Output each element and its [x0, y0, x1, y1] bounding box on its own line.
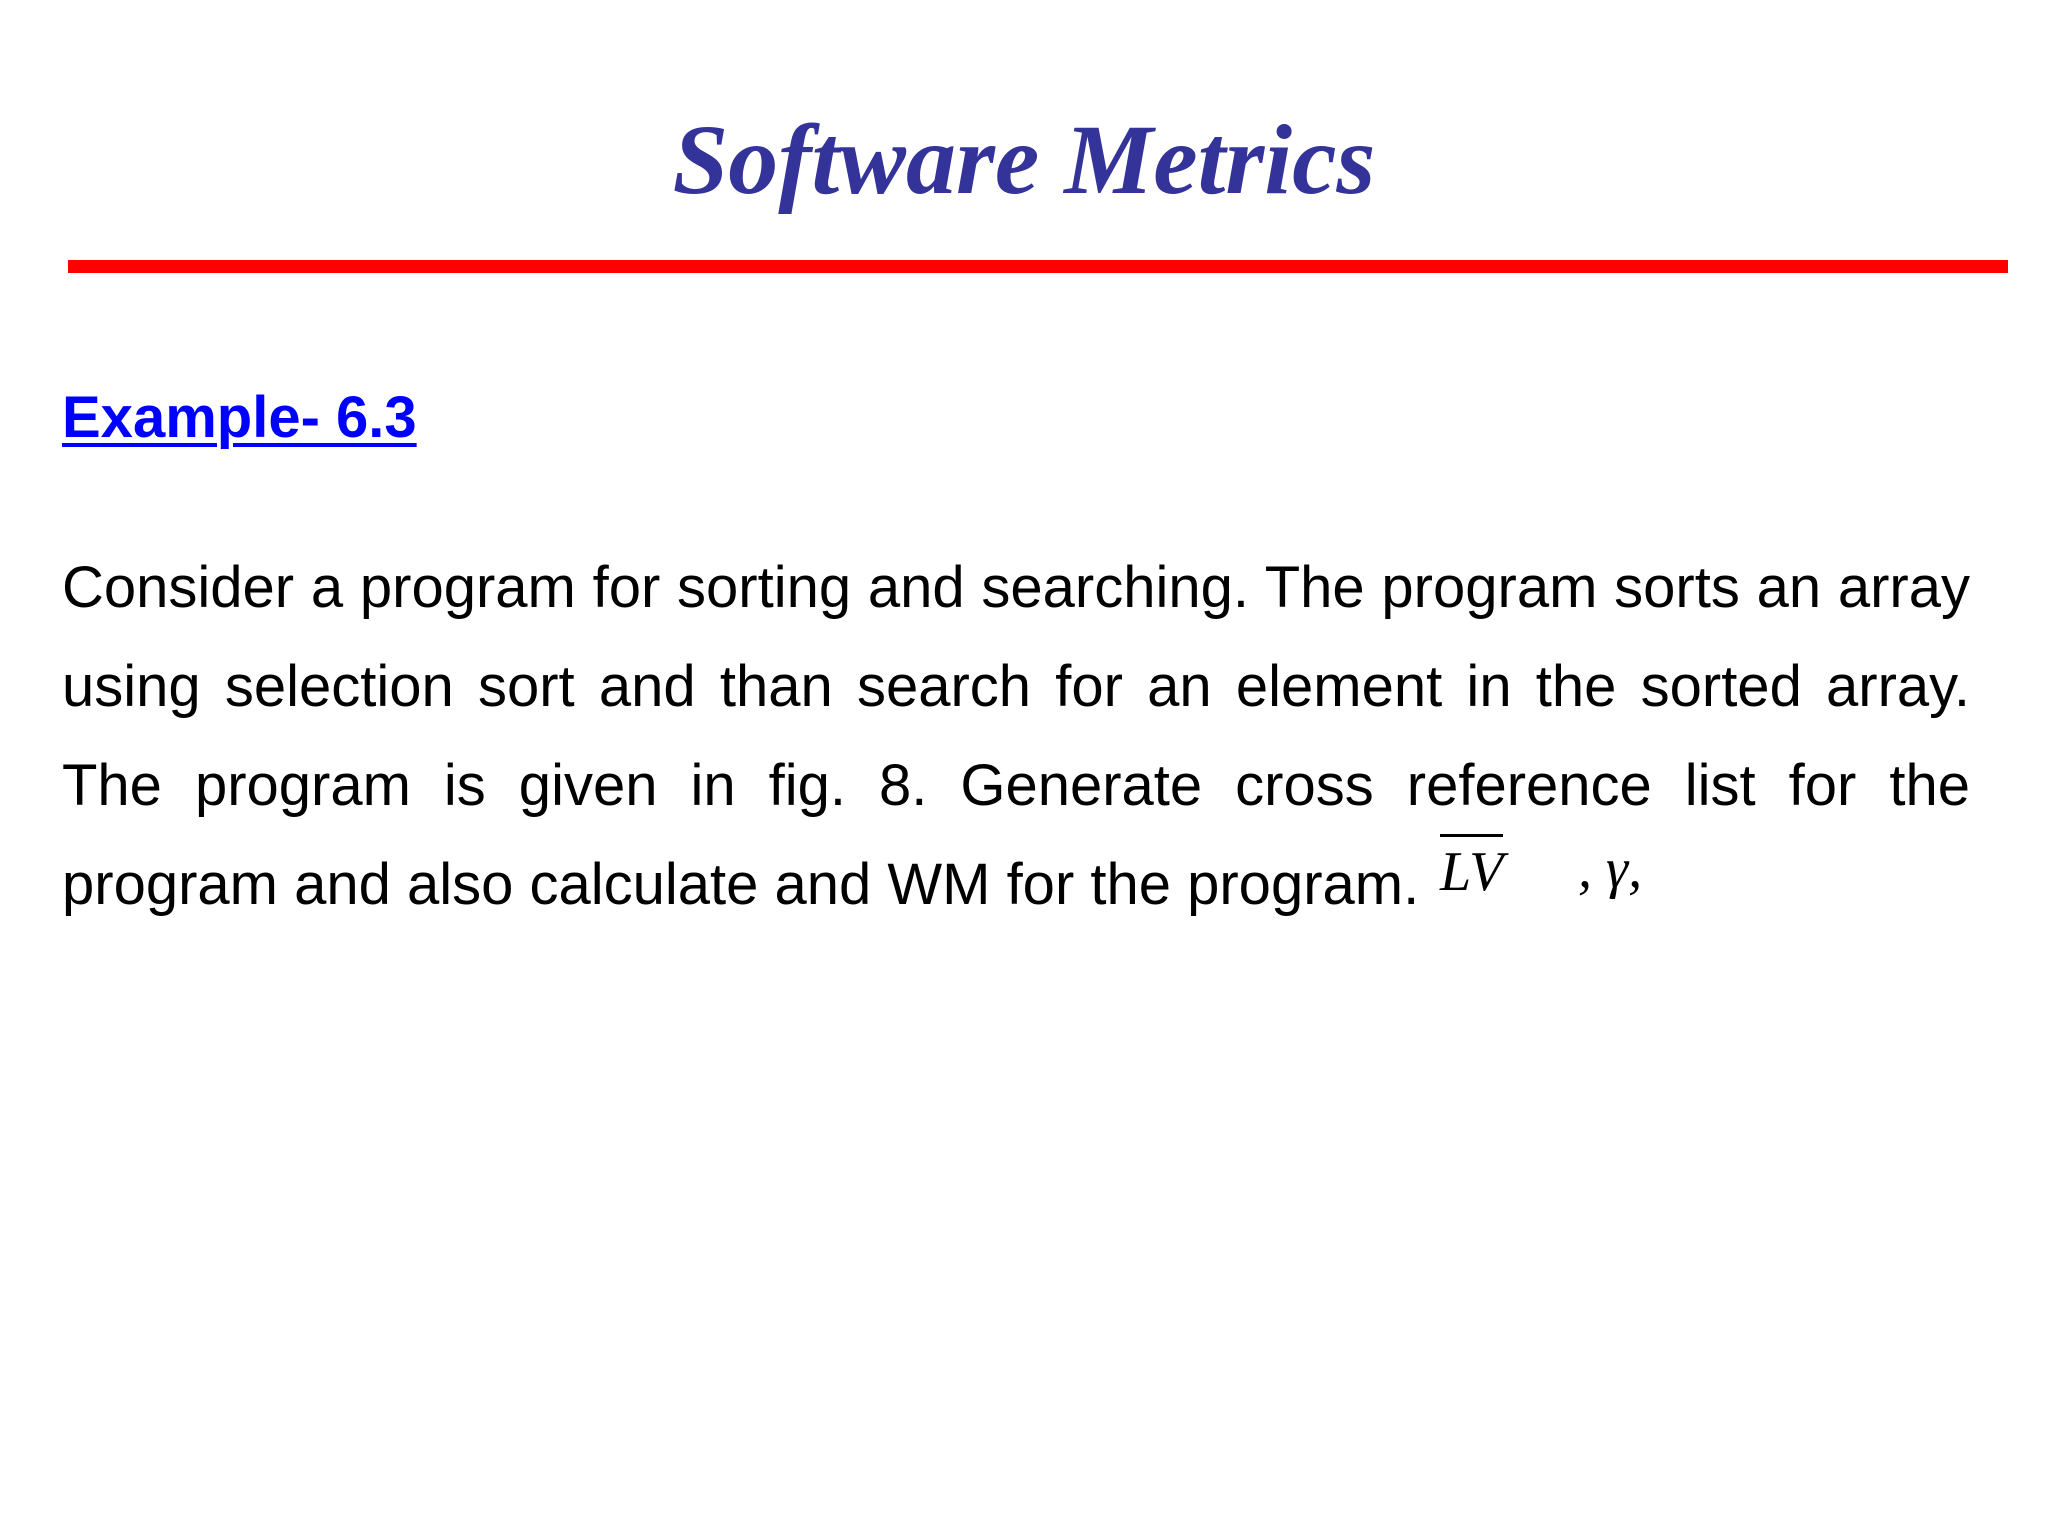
title-divider	[68, 260, 2008, 273]
math-symbol-gamma: , γ,	[1578, 838, 1643, 900]
example-body-text: Consider a program for sorting and searching. The program sorts an array using selection sort and than search for an element in the sorted array. The program is given in fig. 8. Generate cross reference list for the program and also calculate and WM for the program.	[62, 555, 1970, 917]
slide-title: Software Metrics	[672, 104, 1376, 215]
example-heading-link[interactable]: Example- 6.3	[62, 385, 417, 450]
math-symbol-lv: LV	[1440, 834, 1503, 907]
